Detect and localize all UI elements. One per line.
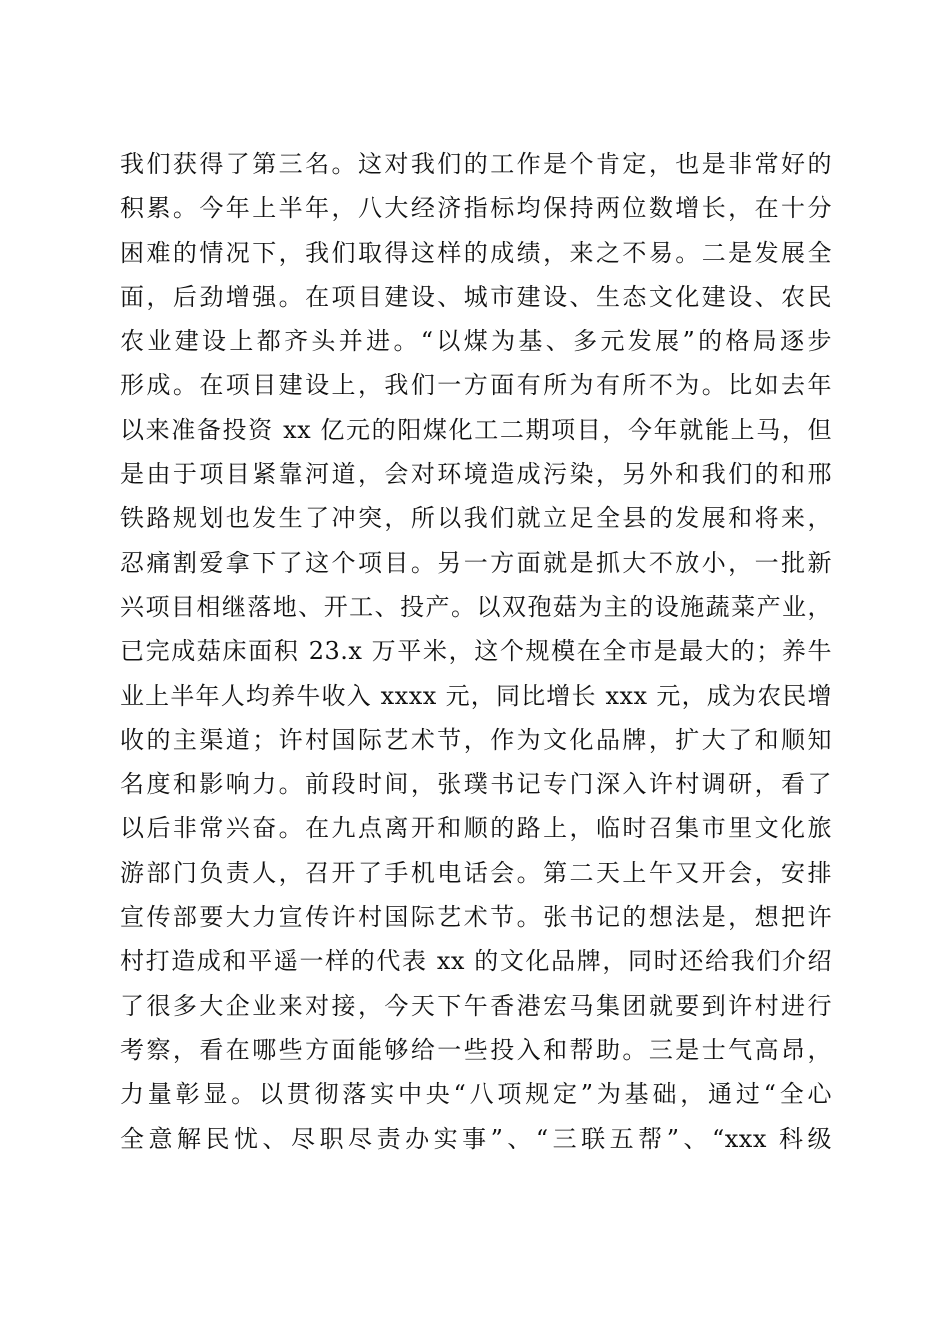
text-line-3: 困难的情况下，我们取得这样的成绩，来之不易。二是发展全 (120, 238, 832, 267)
text-line-18: 宣传部要大力宣传许村国际艺术节。张书记的想法是，想把许 (120, 903, 832, 932)
text-line-7: 以来准备投资 xx 亿元的阳煤化工二期项目，今年就能上马，但 (120, 415, 832, 444)
text-line-12: 已完成菇床面积 23.x 万平米，这个规模在全市是最大的；养牛 (120, 637, 832, 666)
text-line-14: 收的主渠道；许村国际艺术节，作为文化品牌，扩大了和顺知 (120, 725, 832, 754)
text-line-15: 名度和影响力。前段时间，张璞书记专门深入许村调研，看了 (120, 770, 832, 799)
text-line-21: 考察，看在哪些方面能够给一些投入和帮助。三是士气高昂， (120, 1035, 832, 1064)
text-line-17: 游部门负责人，召开了手机电话会。第二天上午又开会，安排 (120, 858, 832, 887)
text-line-23: 全意解民忧、尽职尽责办实事”、“三联五帮”、“xxx 科级 (120, 1124, 832, 1153)
text-line-20: 了很多大企业来对接，今天下午香港宏马集团就要到许村进行 (120, 991, 832, 1020)
text-line-6: 形成。在项目建设上，我们一方面有所为有所不为。比如去年 (120, 371, 832, 400)
text-line-1: 我们获得了第三名。这对我们的工作是个肯定，也是非常好的 (120, 150, 832, 178)
text-line-8: 是由于项目紧靠河道，会对环境造成污染，另外和我们的和邢 (120, 460, 832, 489)
text-line-5: 农业建设上都齐头并进。“以煤为基、多元发展”的格局逐步 (120, 327, 832, 356)
text-line-11: 兴项目相继落地、开工、投产。以双孢菇为主的设施蔬菜产业， (120, 592, 832, 621)
text-line-9: 铁路规划也发生了冲突，所以我们就立足全县的发展和将来， (120, 504, 832, 533)
text-line-16: 以后非常兴奋。在九点离开和顺的路上，临时召集市里文化旅 (120, 814, 832, 843)
text-line-13: 业上半年人均养牛收入 xxxx 元，同比增长 xxx 元，成为农民增 (120, 681, 832, 710)
text-line-19: 村打造成和平遥一样的代表 xx 的文化品牌，同时还给我们介绍 (120, 947, 832, 976)
text-line-22: 力量彰显。以贯彻落实中央“八项规定”为基础，通过“全心 (120, 1080, 832, 1109)
text-line-2: 积累。今年上半年，八大经济指标均保持两位数增长，在十分 (120, 194, 832, 223)
text-line-4: 面，后劲增强。在项目建设、城市建设、生态文化建设、农民 (120, 282, 832, 311)
body-text (120, 142, 832, 1161)
text-line-10: 忍痛割爱拿下了这个项目。另一方面就是抓大不放小，一批新 (120, 548, 832, 577)
